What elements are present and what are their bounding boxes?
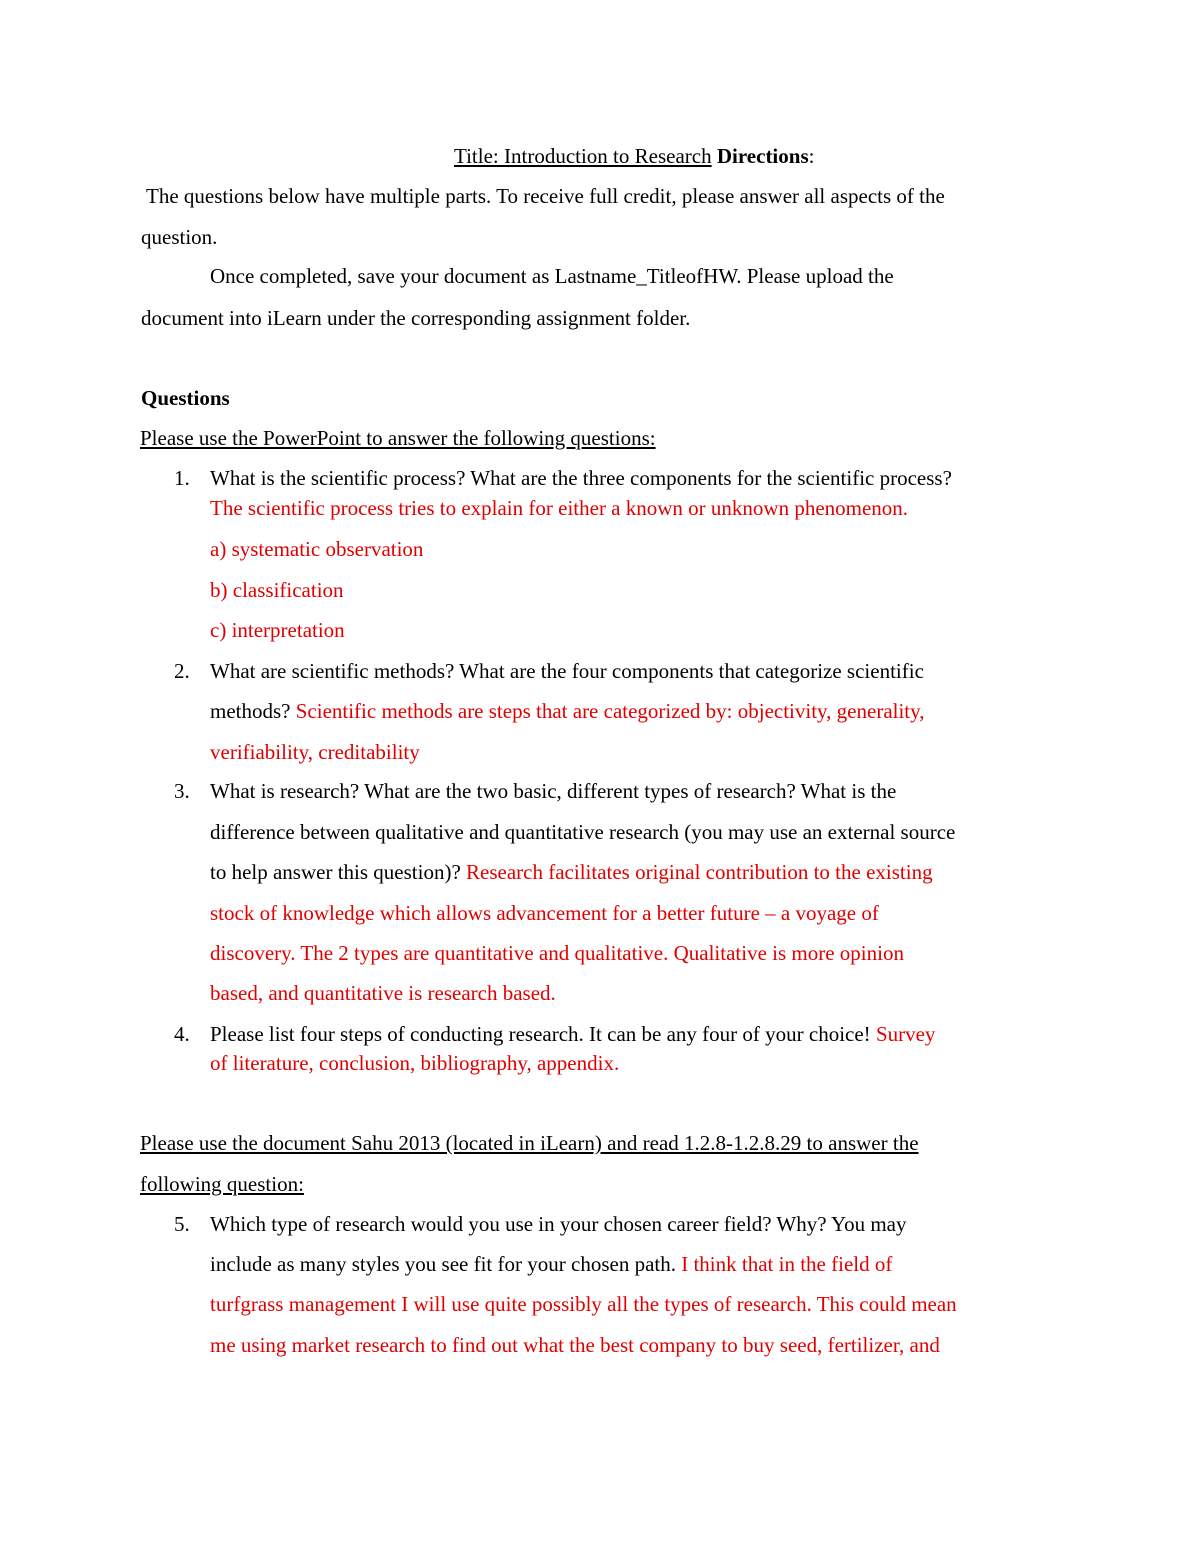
q4-number: 4. <box>174 1022 190 1046</box>
q1-item-a: a) systematic observation <box>210 537 424 561</box>
q1-item-b: b) classification <box>210 578 344 602</box>
q4-answer-line-2: of literature, conclusion, bibliography, appendix. <box>210 1051 620 1075</box>
q2-answer-line-1: Scientific methods are steps that are categorized by: objectivity, generality, <box>295 699 925 723</box>
q5-answer-line-3: me using market research to find out what the best company to buy seed, fertilizer, and <box>210 1333 940 1357</box>
intro-line-3: Once completed, save your document as Lastname_TitleofHW. Please upload the <box>210 264 894 288</box>
q1-number: 1. <box>174 466 190 490</box>
q4-answer-line-1: Survey <box>875 1022 936 1046</box>
q2-answer-line-2: verifiability, creditability <box>210 740 420 764</box>
q3-answer-line-4: based, and quantitative is research based. <box>210 981 556 1005</box>
q1-answer: The scientific process tries to explain for either a known or unknown phenomenon. <box>210 496 909 520</box>
intro-line-2: question. <box>141 225 218 249</box>
q3-number: 3. <box>174 779 190 803</box>
title-line <box>454 142 814 170</box>
q4-line-1 <box>210 1020 935 1048</box>
q1-question: What is the scientific process? What are the three components for the scientific process? <box>210 466 952 490</box>
section1-instruction: Please use the PowerPoint to answer the following questions: <box>140 426 656 450</box>
q3-question-line-1: What is research? What are the two basic, different types of research? What is the <box>210 779 897 803</box>
directions-label: Directions <box>716 144 809 168</box>
questions-heading: Questions <box>141 386 230 410</box>
q3-answer-line-2: stock of knowledge which allows advancement for a better future – a voyage of <box>210 901 879 925</box>
q3-answer-line-1: Research facilitates original contribution to the existing <box>466 860 933 884</box>
q5-answer-line-2: turfgrass management I will use quite possibly all the types of research. This could mean <box>210 1292 957 1316</box>
intro-line-4: document into iLearn under the corresponding assignment folder. <box>141 306 691 330</box>
document-title: Title: Introduction to Research <box>454 144 712 168</box>
q5-question-line-2: include as many styles you see fit for your chosen path. <box>210 1252 676 1276</box>
q5-line-2 <box>210 1250 892 1278</box>
q3-question-line-2: difference between qualitative and quantitative research (you may use an external source <box>210 820 956 844</box>
directions-colon: : <box>808 144 815 168</box>
intro-line-1: The questions below have multiple parts. To receive full credit, please answer all aspects of the <box>146 184 945 208</box>
section2-instruction-line-2: following question: <box>140 1172 304 1196</box>
q2-question-line-1: What are scientific methods? What are the four components that categorize scientific <box>210 659 924 683</box>
q2-line-2 <box>210 697 925 725</box>
q5-number: 5. <box>174 1212 190 1236</box>
q3-line-3 <box>210 858 933 886</box>
q2-question-line-2: methods? <box>210 699 291 723</box>
q5-answer-line-1: I think that in the field of <box>681 1252 893 1276</box>
q4-question: Please list four steps of conducting research. It can be any four of your choice! <box>210 1022 871 1046</box>
section2-instruction-line-1: Please use the document Sahu 2013 (located in iLearn) and read 1.2.8-1.2.8.29 to answer the <box>140 1131 919 1155</box>
q1-item-c: c) interpretation <box>210 618 345 642</box>
q3-question-line-3: to help answer this question)? <box>210 860 461 884</box>
q5-question-line-1: Which type of research would you use in your chosen career field? Why? You may <box>210 1212 907 1236</box>
q3-answer-line-3: discovery. The 2 types are quantitative and qualitative. Qualitative is more opinion <box>210 941 904 965</box>
q2-number: 2. <box>174 659 190 683</box>
